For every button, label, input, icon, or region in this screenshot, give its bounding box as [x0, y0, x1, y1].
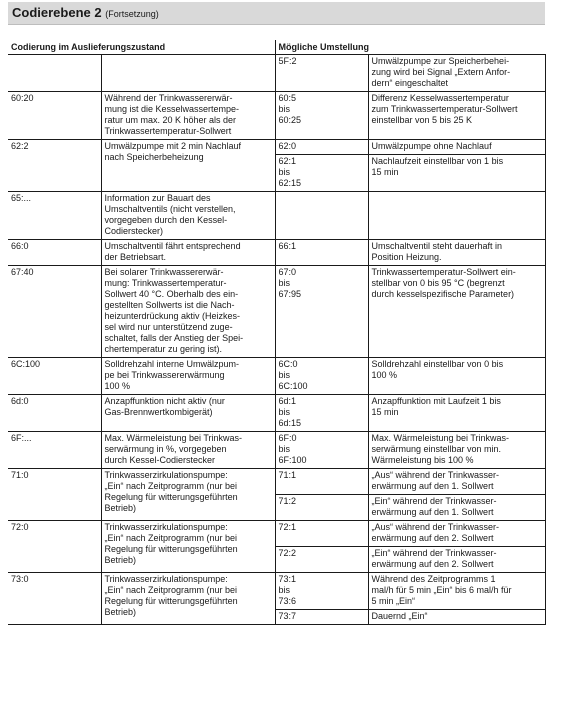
default-description-cell: Information zur Bauart des Umschaltventils (nicht verstellen, vorgegeben durch den Kessel- Codierstecker) — [101, 192, 275, 240]
table-row — [8, 266, 545, 358]
title-subtitle: (Fortsetzung) — [105, 9, 159, 19]
option-code-cell: 62:0 — [275, 140, 368, 155]
default-code-cell: 60:20 — [8, 92, 101, 140]
option-description-cell: Umwälzpumpe zur Speicherbehei- zung wird bei Signal „Extern Anfor- dern“ eingeschaltet — [368, 55, 545, 92]
option-code-cell: 66:1 — [275, 240, 368, 266]
option-description-cell: „Ein“ während der Trinkwasser- erwärmung auf den 2. Sollwert — [368, 547, 545, 573]
default-code-cell: 73:0 — [8, 573, 101, 625]
default-code-cell: 6d:0 — [8, 395, 101, 432]
default-description-cell: Umschaltventil fährt entsprechend der Betriebsart. — [101, 240, 275, 266]
default-code-cell: 67:40 — [8, 266, 101, 358]
default-code-cell: 65:... — [8, 192, 101, 240]
option-description-cell: „Aus“ während der Trinkwasser- erwärmung auf den 2. Sollwert — [368, 521, 545, 547]
table-row — [8, 521, 545, 547]
title-text: Codierebene 2 — [12, 5, 102, 20]
option-description-cell: Differenz Kesselwassertemperatur zum Trinkwassertemperatur-Sollwert einstellbar von 5 bis 25 K — [368, 92, 545, 140]
table-row — [8, 55, 545, 92]
table-row — [8, 469, 545, 495]
option-code-cell: 6d:1 bis 6d:15 — [275, 395, 368, 432]
default-description-cell: Solldrehzahl interne Umwälzpum- pe bei Trinkwassererwärmung 100 % — [101, 358, 275, 395]
option-code-cell: 5F:2 — [275, 55, 368, 92]
table-row — [8, 240, 545, 266]
default-description-cell: Trinkwasserzirkulationspumpe: „Ein“ nach Zeitprogramm (nur bei Regelung für witterungsgeführten Betrieb) — [101, 573, 275, 625]
table-row — [8, 92, 545, 140]
table-body — [8, 55, 545, 625]
option-code-cell: 62:1 bis 62:15 — [275, 155, 368, 192]
option-description-cell: Solldrehzahl einstellbar von 0 bis 100 % — [368, 358, 545, 395]
default-description-cell — [101, 55, 275, 92]
default-code-cell: 62:2 — [8, 140, 101, 192]
option-description-cell: Trinkwassertemperatur-Sollwert ein- stellbar von 0 bis 95 °C (begrenzt durch kesselspezifische Parameter) — [368, 266, 545, 358]
table-row — [8, 573, 545, 610]
section-title-bar — [8, 2, 545, 25]
default-code-cell — [8, 55, 101, 92]
default-code-cell: 6F:... — [8, 432, 101, 469]
table-row — [8, 140, 545, 155]
option-code-cell — [275, 192, 368, 240]
option-code-cell: 72:2 — [275, 547, 368, 573]
option-description-cell: Umschaltventil steht dauerhaft in Position Heizung. — [368, 240, 545, 266]
option-code-cell: 60:5 bis 60:25 — [275, 92, 368, 140]
option-code-cell: 71:1 — [275, 469, 368, 495]
default-code-cell: 71:0 — [8, 469, 101, 521]
default-description-cell: Während der Trinkwassererwär- mung ist die Kesselwassertempe- ratur um max. 20 K höher als der Trinkwassertemperatur-Sollwert — [101, 92, 275, 140]
default-description-cell: Max. Wärmeleistung bei Trinkwas- serwärmung in %, vorgegeben durch Kessel-Codierstecker — [101, 432, 275, 469]
header-possible-change: Mögliche Umstellung — [275, 40, 545, 55]
default-description-cell: Bei solarer Trinkwassererwär- mung: Trinkwassertemperatur- Sollwert 40 °C. Oberhalb des ein- gestellten Sollwerts ist die Nach- heizunterdrückung aktiv (Heizkes- sel wird nur unterstützend zuge- schaltet, falls der Anstieg der Spei- chertemperatur zu gering ist). — [101, 266, 275, 358]
default-code-cell: 66:0 — [8, 240, 101, 266]
option-description-cell: „Aus“ während der Trinkwasser- erwärmung auf den 1. Sollwert — [368, 469, 545, 495]
option-code-cell: 6F:0 bis 6F:100 — [275, 432, 368, 469]
default-description-cell: Anzapffunktion nicht aktiv (nur Gas-Brennwertkombigerät) — [101, 395, 275, 432]
option-code-cell: 72:1 — [275, 521, 368, 547]
option-description-cell: Anzapffunktion mit Laufzeit 1 bis 15 min — [368, 395, 545, 432]
default-description-cell: Trinkwasserzirkulationspumpe: „Ein“ nach Zeitprogramm (nur bei Regelung für witterungsgeführten Betrieb) — [101, 469, 275, 521]
default-description-cell: Umwälzpumpe mit 2 min Nachlauf nach Speicherbeheizung — [101, 140, 275, 192]
header-default-coding: Codierung im Auslieferungszustand — [8, 40, 275, 55]
table-header-row — [8, 40, 545, 55]
default-code-cell: 6C:100 — [8, 358, 101, 395]
option-description-cell — [368, 192, 545, 240]
option-description-cell: „Ein“ während der Trinkwasser- erwärmung auf den 1. Sollwert — [368, 495, 545, 521]
option-description-cell: Während des Zeitprogramms 1 mal/h für 5 min „Ein“ bis 6 mal/h für 5 min „Ein“ — [368, 573, 545, 610]
option-description-cell: Max. Wärmeleistung bei Trinkwas- serwärmung einstellbar von min. Wärmeleistung bis 100 % — [368, 432, 545, 469]
table-row — [8, 395, 545, 432]
default-code-cell: 72:0 — [8, 521, 101, 573]
coding-table — [8, 40, 546, 625]
option-description-cell: Dauernd „Ein“ — [368, 610, 545, 625]
option-code-cell: 73:7 — [275, 610, 368, 625]
default-description-cell: Trinkwasserzirkulationspumpe: „Ein“ nach Zeitprogramm (nur bei Regelung für witterungsgeführten Betrieb) — [101, 521, 275, 573]
option-code-cell: 71:2 — [275, 495, 368, 521]
page-title — [12, 5, 159, 20]
option-code-cell: 6C:0 bis 6C:100 — [275, 358, 368, 395]
table-row — [8, 192, 545, 240]
option-description-cell: Umwälzpumpe ohne Nachlauf — [368, 140, 545, 155]
option-code-cell: 67:0 bis 67:95 — [275, 266, 368, 358]
table-row — [8, 432, 545, 469]
option-description-cell: Nachlaufzeit einstellbar von 1 bis 15 min — [368, 155, 545, 192]
option-code-cell: 73:1 bis 73:6 — [275, 573, 368, 610]
table-row — [8, 358, 545, 395]
